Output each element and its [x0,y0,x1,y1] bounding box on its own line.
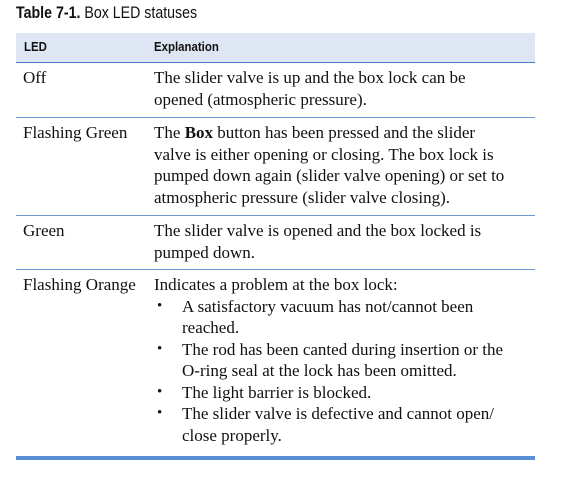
bullet-line: The rod has been canted during insertion or the [182,339,504,359]
box-keyword: Box [184,123,214,142]
bullet-line: The slider valve is defective and cannot open/ [182,404,495,423]
list-item [154,382,532,404]
header-led: LED [24,39,47,54]
table-header-row [16,33,535,63]
text-suffix: button has been pressed and the slider [213,123,476,142]
table-row-off [16,63,535,118]
table-number: Table 7-1. [16,4,81,22]
explanation-cell [154,220,532,263]
bullet-icon: • [157,340,163,357]
table-caption [16,4,197,28]
bullet-line: close properly. [182,425,282,445]
explanation-cell [154,274,532,446]
table-row-green [16,216,535,270]
explanation-line: valve is either opening or closing. The box lock is [154,144,494,164]
header-explanation: Explanation [154,39,219,54]
bullet-icon: • [157,297,163,314]
table-title: Box LED statuses [84,4,198,22]
led-cell: Flashing Orange [23,275,136,294]
explanation-intro: Indicates a problem at the box lock: [154,275,398,294]
explanation-cell [154,67,532,110]
explanation-line: pumped down. [154,242,256,262]
list-item [154,296,532,339]
bullet-line: reached. [182,318,240,337]
bullet-line: The light barrier is blocked. [182,382,372,402]
led-cell: Flashing Green [23,123,128,142]
led-status-table [16,33,535,460]
explanation-line [154,122,532,144]
led-cell: Off [23,68,47,87]
bullet-line: O-ring seal at the lock has been omitted. [182,361,457,380]
bullet-icon: • [157,383,163,400]
explanation-line: The slider valve is opened and the box locked is [154,221,482,240]
bullet-line: A satisfactory vacuum has not/cannot been [182,296,474,316]
led-cell: Green [23,221,65,240]
bullet-list [154,296,532,447]
list-item [154,339,532,382]
explanation-line: pumped down again (slider valve opening) or set to [154,166,505,185]
explanation-line: The slider valve is up and the box lock can be [154,68,466,87]
explanation-line: opened (atmospheric pressure). [154,89,367,109]
table-row-flashing-green [16,118,535,216]
explanation-cell [154,122,532,208]
bullet-icon: • [157,405,163,421]
list-item [154,403,532,446]
text-prefix: The [154,123,185,142]
explanation-line: atmospheric pressure (slider valve closing). [154,187,450,207]
table-row-flashing-orange [16,270,535,460]
